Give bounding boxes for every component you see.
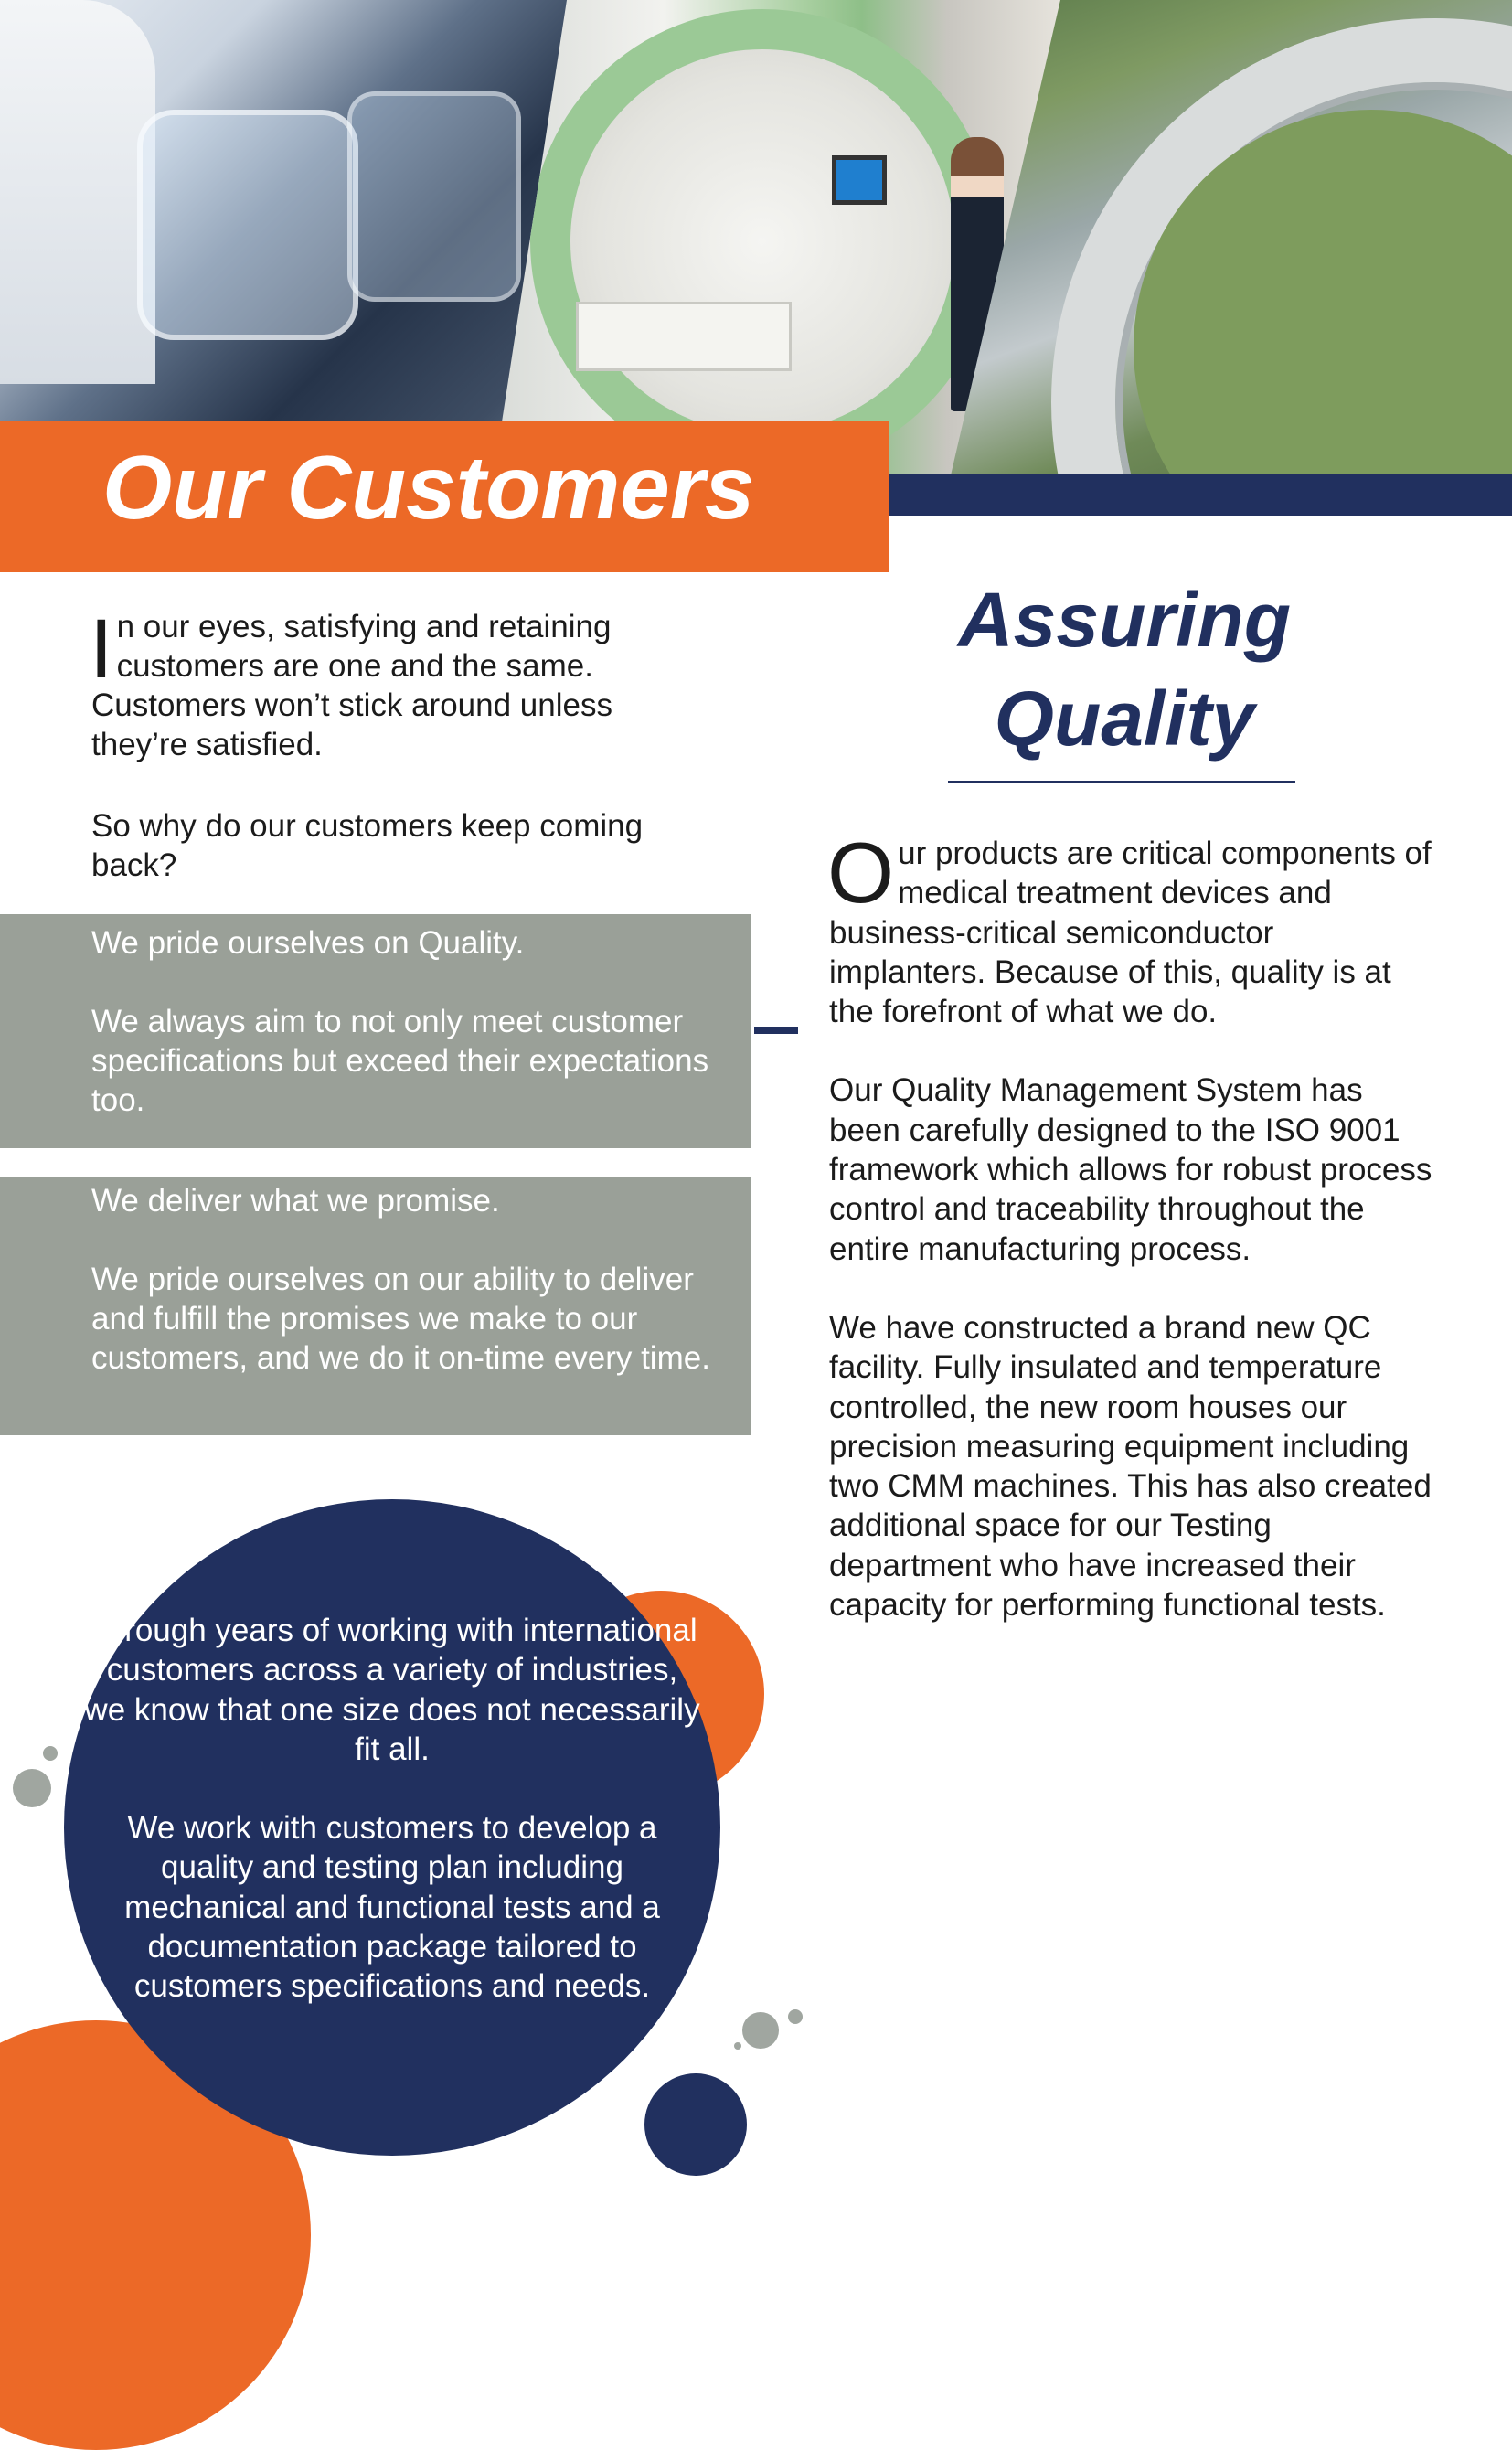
- assuring-p1: ur products are critical components of medical treatment devices and business-critical semiconductor implanters. Because of this, quality is at the forefront of what we do.: [829, 836, 1432, 1030]
- assuring-title-line2: Quality: [994, 676, 1255, 762]
- grey-dot-decoration: [742, 2012, 779, 2049]
- navy-accent-bar: [889, 474, 1512, 516]
- navy-dash: [754, 1027, 798, 1034]
- page-title: Our Customers: [102, 437, 755, 538]
- dropcap-o: O: [827, 825, 895, 921]
- gantry-ring: [530, 9, 995, 474]
- quality-box-body: We always aim to not only meet customer specifications but exceed their expectations too.: [91, 1004, 709, 1118]
- control-screen: [832, 155, 887, 205]
- circle-p2: We work with customers to develop a quality and testing plan including mechanical and functional tests and a documentation package tailored to customers specifications and needs.: [124, 1810, 660, 2005]
- intro-text: n our eyes, satisfying and retaining customers are one and the same. Customers won’t stick around unless they’re satisfied.: [91, 609, 612, 762]
- navy-small-circle-decoration: [644, 2073, 747, 2176]
- circle-callout-text: [82, 1611, 702, 2007]
- quality-box: [0, 914, 751, 1148]
- assuring-p2: Our Quality Management System has been carefully designed to the ISO 9001 framework which allows for robust process control and traceability throughout the entire manufacturing process.: [829, 1072, 1432, 1267]
- grey-dot-decoration: [734, 2042, 741, 2050]
- cleanroom-worker: [0, 0, 155, 384]
- header-photo-strip: [0, 0, 1512, 475]
- wafer-carrier-secondary: [347, 91, 521, 302]
- deliver-box-body: We pride ourselves on our ability to deliver and fulfill the promises we make to our customers, and we do it on-time every time.: [91, 1262, 710, 1376]
- assuring-quality-body: [827, 825, 1432, 1624]
- deliver-box-heading: We deliver what we promise.: [91, 1183, 500, 1219]
- quality-box-heading: We pride ourselves on Quality.: [91, 925, 525, 961]
- assuring-title-line1: Assuring: [957, 577, 1292, 663]
- grey-dot-decoration: [788, 2009, 803, 2024]
- assuring-p3: We have constructed a brand new QC facility. Fully insulated and temperature controlled, the new room houses our precision measuring equipment including two CMM machines. This has also created additional space for our Testing department who have increased their capacity for performing functional tests.: [829, 1309, 1432, 1624]
- treatment-couch: [576, 302, 792, 371]
- wafer-carrier: [137, 110, 358, 340]
- deliver-box: [0, 1177, 751, 1435]
- title-underline: [948, 781, 1295, 783]
- circle-p1: Through years of working with international customers across a variety of industries, we know that one size does not necessarily fit all.: [84, 1613, 700, 1767]
- intro-paragraph: [90, 602, 713, 764]
- cleanroom-photo: [0, 0, 585, 475]
- grey-dot-decoration: [43, 1746, 58, 1761]
- assuring-quality-title: [905, 570, 1344, 768]
- grey-dot-decoration: [13, 1769, 51, 1807]
- intro-question: So why do our customers keep coming back?: [91, 808, 644, 883]
- dropcap-i: I: [90, 602, 113, 696]
